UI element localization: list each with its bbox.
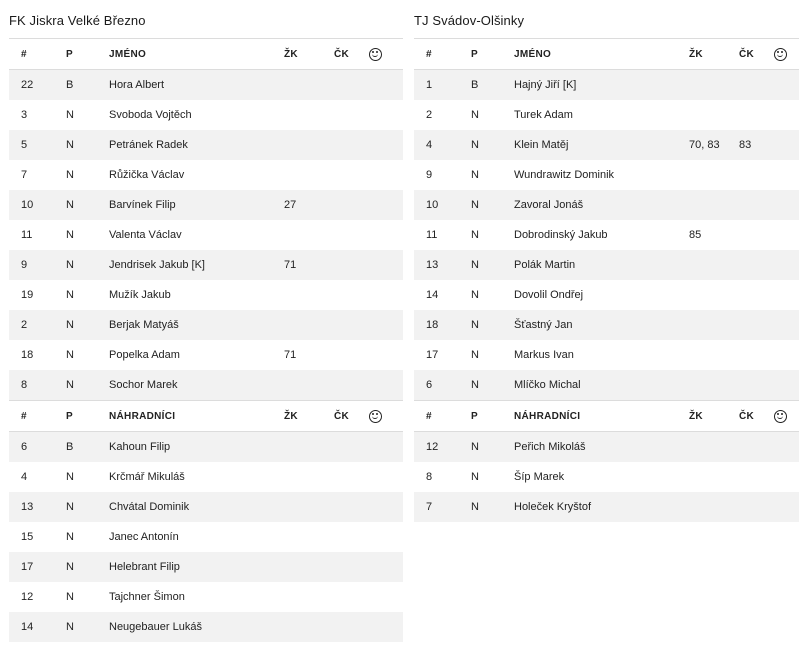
player-goals (369, 160, 403, 190)
player-name: Markus Ivan (514, 340, 689, 370)
home-starters (9, 70, 403, 401)
header-number: # (9, 401, 59, 432)
player-red-cards (334, 462, 369, 492)
player-name: Berjak Matyáš (109, 310, 284, 340)
player-number: 9 (9, 250, 59, 280)
player-red-cards (334, 250, 369, 280)
player-row (9, 280, 403, 310)
player-yellow-cards (689, 370, 739, 401)
player-row (9, 552, 403, 582)
player-goals (774, 130, 799, 160)
header-number: # (414, 39, 464, 70)
player-position: N (464, 160, 514, 190)
player-red-cards (739, 432, 774, 463)
player-yellow-cards (689, 100, 739, 130)
player-name: Mlíčko Michal (514, 370, 689, 401)
player-red-cards (334, 130, 369, 160)
player-row (414, 220, 799, 250)
player-position: N (59, 340, 109, 370)
header-yellow-cards: ŽK (284, 39, 334, 70)
player-red-cards (739, 220, 774, 250)
player-row (9, 100, 403, 130)
player-red-cards (739, 160, 774, 190)
player-number: 12 (9, 582, 59, 612)
player-number: 22 (9, 70, 59, 101)
player-goals (774, 280, 799, 310)
away-subs-header (414, 401, 799, 432)
player-goals (774, 100, 799, 130)
player-position: B (59, 70, 109, 101)
player-row (414, 70, 799, 101)
player-number: 19 (9, 280, 59, 310)
player-name: Šťastný Jan (514, 310, 689, 340)
player-yellow-cards (689, 190, 739, 220)
player-number: 5 (9, 130, 59, 160)
player-name: Sochor Marek (109, 370, 284, 401)
player-position: B (464, 70, 514, 101)
player-yellow-cards (284, 462, 334, 492)
player-goals (369, 432, 403, 463)
player-number: 2 (9, 310, 59, 340)
player-red-cards (334, 160, 369, 190)
header-substitutes: NÁHRADNÍCI (109, 401, 284, 432)
player-number: 17 (9, 552, 59, 582)
header-goals (369, 39, 403, 70)
player-name: Růžička Václav (109, 160, 284, 190)
player-red-cards (334, 100, 369, 130)
player-yellow-cards (689, 70, 739, 101)
player-number: 17 (414, 340, 464, 370)
player-number: 4 (414, 130, 464, 160)
player-red-cards (739, 310, 774, 340)
player-row (9, 462, 403, 492)
player-yellow-cards (284, 130, 334, 160)
player-row (9, 340, 403, 370)
player-position: N (464, 250, 514, 280)
player-number: 1 (414, 70, 464, 101)
player-yellow-cards (689, 310, 739, 340)
player-yellow-cards (284, 432, 334, 463)
player-name: Popelka Adam (109, 340, 284, 370)
player-red-cards (739, 100, 774, 130)
player-yellow-cards (689, 492, 739, 522)
player-red-cards (334, 190, 369, 220)
player-goals (774, 250, 799, 280)
player-yellow-cards (689, 340, 739, 370)
header-position: P (464, 401, 514, 432)
player-yellow-cards (284, 310, 334, 340)
player-position: N (59, 250, 109, 280)
player-yellow-cards: 71 (284, 250, 334, 280)
player-row (9, 310, 403, 340)
player-goals (774, 462, 799, 492)
player-row (9, 492, 403, 522)
player-number: 11 (9, 220, 59, 250)
player-name: Dobrodinský Jakub (514, 220, 689, 250)
player-goals (369, 250, 403, 280)
header-position: P (59, 401, 109, 432)
header-number: # (414, 401, 464, 432)
player-position: N (59, 220, 109, 250)
smiley-ball-icon (774, 48, 787, 61)
player-row (414, 160, 799, 190)
header-name: JMÉNO (109, 39, 284, 70)
header-yellow-cards: ŽK (689, 401, 739, 432)
player-name: Klein Matěj (514, 130, 689, 160)
player-position: N (464, 370, 514, 401)
player-yellow-cards (689, 160, 739, 190)
player-number: 8 (9, 370, 59, 401)
player-row (414, 100, 799, 130)
player-goals (369, 100, 403, 130)
player-goals (369, 612, 403, 642)
header-substitutes: NÁHRADNÍCI (514, 401, 689, 432)
player-goals (774, 492, 799, 522)
player-goals (369, 582, 403, 612)
player-red-cards (334, 522, 369, 552)
player-name: Hajný Jiří [K] (514, 70, 689, 101)
player-number: 12 (414, 432, 464, 463)
player-goals (369, 70, 403, 101)
player-row (9, 160, 403, 190)
player-yellow-cards (284, 100, 334, 130)
player-yellow-cards (284, 522, 334, 552)
player-yellow-cards (284, 280, 334, 310)
player-red-cards (334, 310, 369, 340)
player-position: N (59, 462, 109, 492)
player-number: 15 (9, 522, 59, 552)
header-goals (774, 39, 799, 70)
player-position: N (59, 130, 109, 160)
player-row (414, 340, 799, 370)
player-number: 7 (9, 160, 59, 190)
player-row (9, 70, 403, 101)
away-lineup-table (414, 38, 799, 522)
player-red-cards (334, 612, 369, 642)
player-number: 13 (414, 250, 464, 280)
player-red-cards (739, 462, 774, 492)
home-starters-header (9, 39, 403, 70)
header-position: P (59, 39, 109, 70)
player-row (9, 370, 403, 401)
header-goals (369, 401, 403, 432)
player-number: 11 (414, 220, 464, 250)
player-red-cards (739, 280, 774, 310)
player-row (9, 190, 403, 220)
player-yellow-cards (689, 462, 739, 492)
player-name: Šíp Marek (514, 462, 689, 492)
player-red-cards (334, 70, 369, 101)
player-red-cards (334, 340, 369, 370)
player-goals (774, 70, 799, 101)
player-position: N (464, 432, 514, 463)
player-name: Jendrisek Jakub [K] (109, 250, 284, 280)
away-starters-header (414, 39, 799, 70)
player-position: N (59, 492, 109, 522)
player-position: N (464, 280, 514, 310)
player-red-cards (739, 190, 774, 220)
header-number: # (9, 39, 59, 70)
player-name: Holeček Kryštof (514, 492, 689, 522)
player-position: N (464, 100, 514, 130)
player-name: Helebrant Filip (109, 552, 284, 582)
player-goals (774, 370, 799, 401)
player-name: Polák Martin (514, 250, 689, 280)
home-team-lineup (9, 8, 384, 642)
header-row (9, 401, 403, 432)
player-name: Neugebauer Lukáš (109, 612, 284, 642)
player-row (414, 492, 799, 522)
header-yellow-cards: ŽK (284, 401, 334, 432)
player-name: Turek Adam (514, 100, 689, 130)
player-number: 2 (414, 100, 464, 130)
player-yellow-cards (689, 432, 739, 463)
player-position: N (59, 310, 109, 340)
player-yellow-cards (689, 280, 739, 310)
player-red-cards (334, 370, 369, 401)
player-name: Barvínek Filip (109, 190, 284, 220)
header-row (414, 39, 799, 70)
player-yellow-cards (284, 492, 334, 522)
player-goals (774, 190, 799, 220)
player-goals (369, 310, 403, 340)
header-position: P (464, 39, 514, 70)
player-red-cards (334, 432, 369, 463)
home-lineup-table (9, 38, 403, 642)
player-position: N (464, 190, 514, 220)
player-red-cards (334, 552, 369, 582)
player-goals (774, 160, 799, 190)
smiley-ball-icon (369, 410, 382, 423)
player-number: 9 (414, 160, 464, 190)
player-number: 10 (414, 190, 464, 220)
player-yellow-cards (284, 552, 334, 582)
player-goals (369, 552, 403, 582)
header-name: JMÉNO (514, 39, 689, 70)
player-row (9, 522, 403, 552)
home-subs-header (9, 401, 403, 432)
player-goals (369, 130, 403, 160)
player-yellow-cards: 85 (689, 220, 739, 250)
header-yellow-cards: ŽK (689, 39, 739, 70)
player-red-cards (334, 220, 369, 250)
player-red-cards (739, 370, 774, 401)
player-goals (369, 522, 403, 552)
player-position: N (464, 310, 514, 340)
player-name: Chvátal Dominik (109, 492, 284, 522)
player-position: N (59, 190, 109, 220)
header-row (9, 39, 403, 70)
player-number: 8 (414, 462, 464, 492)
player-position: N (59, 370, 109, 401)
player-position: N (59, 552, 109, 582)
away-starters (414, 70, 799, 401)
away-substitutes (414, 432, 799, 523)
player-name: Wundrawitz Dominik (514, 160, 689, 190)
player-red-cards (739, 70, 774, 101)
player-number: 4 (9, 462, 59, 492)
player-name: Janec Antonín (109, 522, 284, 552)
player-number: 14 (9, 612, 59, 642)
player-position: N (464, 130, 514, 160)
header-row (414, 401, 799, 432)
smiley-ball-icon (774, 410, 787, 423)
home-team-name: FK Jiskra Velké Březno (9, 13, 146, 28)
player-number: 13 (9, 492, 59, 522)
home-substitutes (9, 432, 403, 643)
player-number: 18 (414, 310, 464, 340)
smiley-ball-icon (369, 48, 382, 61)
player-row (414, 310, 799, 340)
player-number: 6 (414, 370, 464, 401)
player-row (9, 250, 403, 280)
player-goals (774, 340, 799, 370)
header-goals (774, 401, 799, 432)
player-row (9, 612, 403, 642)
away-team-name: TJ Svádov-Olšinky (414, 13, 525, 28)
player-number: 18 (9, 340, 59, 370)
player-position: N (59, 100, 109, 130)
player-row (9, 582, 403, 612)
player-row (414, 462, 799, 492)
player-goals (369, 370, 403, 401)
player-position: N (464, 220, 514, 250)
player-number: 10 (9, 190, 59, 220)
player-position: N (464, 340, 514, 370)
player-name: Peřich Mikoláš (514, 432, 689, 463)
player-red-cards (739, 340, 774, 370)
player-red-cards (739, 492, 774, 522)
player-position: N (59, 612, 109, 642)
player-row (414, 250, 799, 280)
player-name: Mužík Jakub (109, 280, 284, 310)
player-number: 6 (9, 432, 59, 463)
player-goals (369, 190, 403, 220)
player-yellow-cards (284, 612, 334, 642)
player-goals (369, 280, 403, 310)
player-position: N (59, 582, 109, 612)
header-red-cards: ČK (334, 401, 369, 432)
player-red-cards: 83 (739, 130, 774, 160)
player-red-cards (334, 492, 369, 522)
player-name: Dovolil Ondřej (514, 280, 689, 310)
player-row (414, 130, 799, 160)
header-red-cards: ČK (739, 401, 774, 432)
player-row (414, 370, 799, 401)
player-position: N (464, 462, 514, 492)
player-row (414, 190, 799, 220)
player-yellow-cards: 71 (284, 340, 334, 370)
player-red-cards (334, 280, 369, 310)
player-position: N (59, 280, 109, 310)
player-yellow-cards (284, 220, 334, 250)
player-yellow-cards: 27 (284, 190, 334, 220)
player-row (9, 432, 403, 463)
player-row (414, 280, 799, 310)
player-goals (774, 432, 799, 463)
player-yellow-cards: 70, 83 (689, 130, 739, 160)
player-name: Valenta Václav (109, 220, 284, 250)
player-row (9, 130, 403, 160)
player-name: Kahoun Filip (109, 432, 284, 463)
player-position: N (59, 160, 109, 190)
player-goals (774, 220, 799, 250)
player-position: B (59, 432, 109, 463)
player-name: Krčmář Mikuláš (109, 462, 284, 492)
away-team-lineup (414, 8, 789, 522)
player-number: 14 (414, 280, 464, 310)
player-yellow-cards (284, 370, 334, 401)
player-position: N (464, 492, 514, 522)
player-row (9, 220, 403, 250)
header-red-cards: ČK (739, 39, 774, 70)
player-row (414, 432, 799, 463)
player-red-cards (334, 582, 369, 612)
player-name: Svoboda Vojtěch (109, 100, 284, 130)
player-yellow-cards (284, 160, 334, 190)
player-red-cards (739, 250, 774, 280)
player-position: N (59, 522, 109, 552)
player-name: Hora Albert (109, 70, 284, 101)
player-name: Zavoral Jonáš (514, 190, 689, 220)
player-goals (369, 220, 403, 250)
player-yellow-cards (284, 70, 334, 101)
player-goals (369, 492, 403, 522)
player-name: Tajchner Šimon (109, 582, 284, 612)
player-goals (369, 340, 403, 370)
player-number: 7 (414, 492, 464, 522)
player-name: Petránek Radek (109, 130, 284, 160)
player-goals (774, 310, 799, 340)
player-yellow-cards (689, 250, 739, 280)
player-number: 3 (9, 100, 59, 130)
player-yellow-cards (284, 582, 334, 612)
header-red-cards: ČK (334, 39, 369, 70)
player-goals (369, 462, 403, 492)
